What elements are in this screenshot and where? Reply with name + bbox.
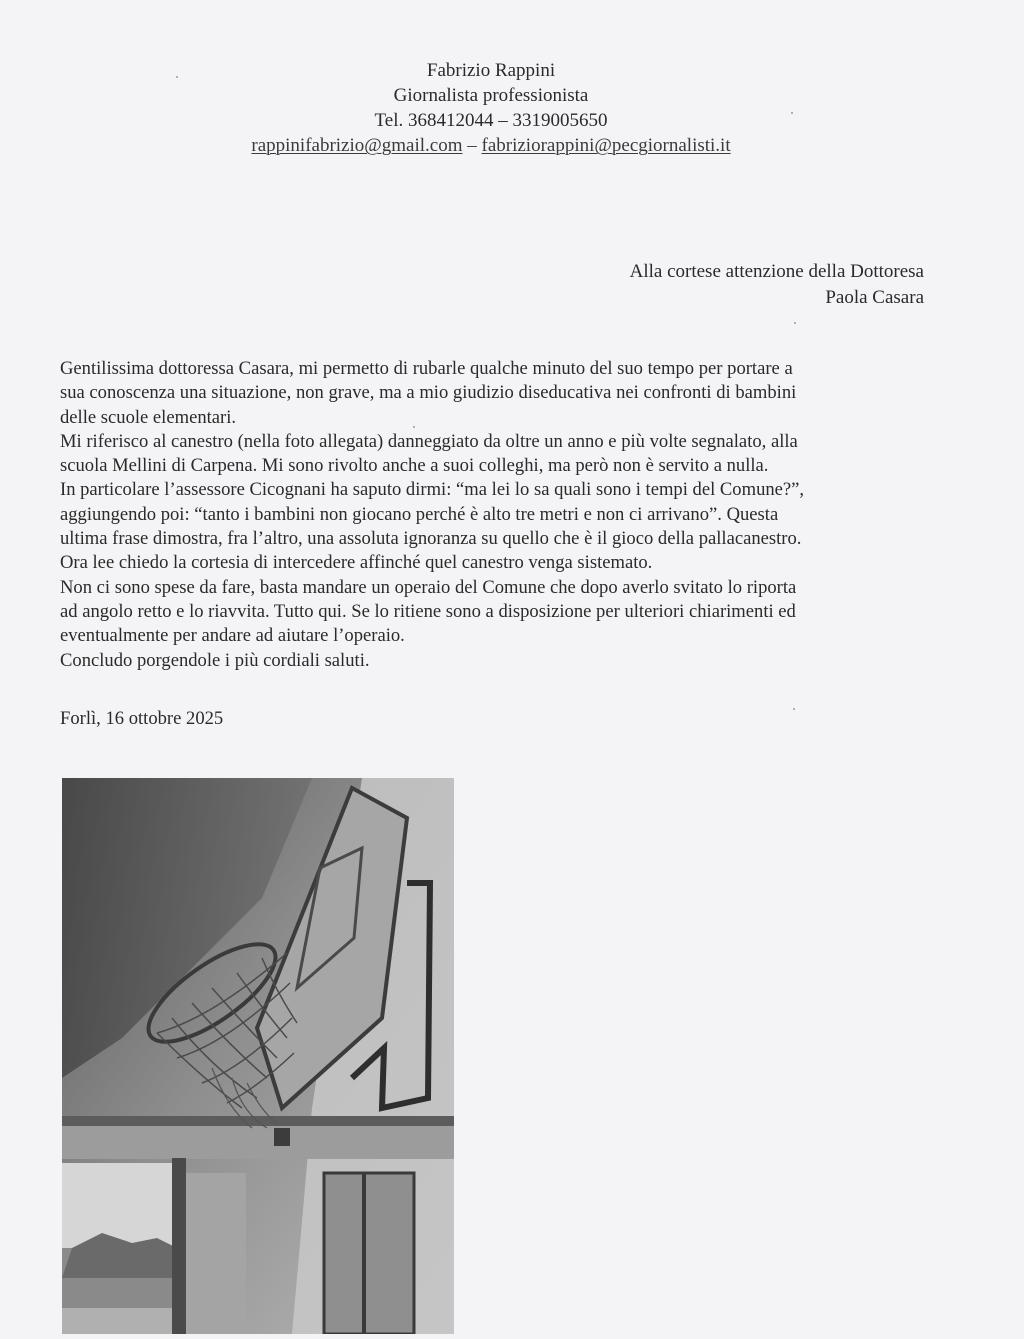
scan-speck <box>794 322 796 324</box>
body-line: sua conoscenza una situazione, non grave, ma a mio giudizio diseducativa nei confronti di bambini <box>60 382 797 404</box>
letter-date: Forlì, 16 ottobre 2025 <box>60 708 224 729</box>
body-line: Gentilissima dottoressa Casara, mi permetto di rubarle qualche minuto del suo tempo per portare a <box>60 358 793 379</box>
body-line: Ora lee chiedo la cortesia di intercedere affinché quel canestro venga sistemato. <box>60 552 653 574</box>
email-link-gmail[interactable]: rappinifabrizio@gmail.com <box>251 135 463 156</box>
letterhead <box>0 58 982 158</box>
body-line: eventualmente per andare ad aiutare l’operaio. <box>60 625 405 647</box>
basketball-hoop-photo <box>62 778 454 1334</box>
basketball-hoop-photo-icon <box>62 778 454 1334</box>
body-line: Mi riferisco al canestro (nella foto allegata) danneggiato da oltre un anno e più volte segnalato, alla <box>60 430 798 452</box>
body-line: Non ci sono spese da fare, basta mandare un operaio del Comune che dopo averlo svitato lo riporta <box>60 576 797 598</box>
email-link-pec[interactable]: fabriziorappini@pecgiornalisti.it <box>481 135 731 156</box>
scan-speck <box>413 426 415 428</box>
body-line: ultima frase dimostra, fra l’altro, una assoluta ignoranza su quello che è il gioco della pallacanestro. <box>60 528 802 550</box>
sender-emails <box>0 133 982 158</box>
recipient-line-1: Alla cortese attenzione della Dottoresa <box>629 261 924 282</box>
body-line: scuola Mellini di Carpena. Mi sono rivolto anche a suoi colleghi, ma però non è servito a nulla. <box>60 455 769 477</box>
letter-body <box>60 357 940 673</box>
body-line: delle scuole elementari. <box>60 406 237 428</box>
sender-name: Fabrizio Rappini <box>426 60 556 81</box>
recipient-block <box>630 259 924 311</box>
scan-speck <box>791 112 793 114</box>
body-line: aggiungendo poi: “tanto i bambini non giocano perché è alto tre metri e non ci arrivano”. Questa <box>60 503 779 525</box>
sender-phone: Tel. 368412044 – 3319005650 <box>374 110 608 131</box>
recipient-line-2: Paola Casara <box>825 287 924 308</box>
body-line: ad angolo retto e lo riavvita. Tutto qui. Se lo ritiene sono a disposizione per ulteriori chiarimenti ed <box>60 600 796 622</box>
scan-speck <box>793 708 795 710</box>
email-separator: – <box>462 135 482 156</box>
scan-speck <box>176 76 178 78</box>
sender-role: Giornalista professionista <box>393 85 589 106</box>
body-line: Concludo porgendole i più cordiali saluti. <box>60 649 370 671</box>
body-line: In particolare l’assessore Cicognani ha saputo dirmi: “ma lei lo sa quali sono i tempi del Comune?”, <box>60 479 805 501</box>
